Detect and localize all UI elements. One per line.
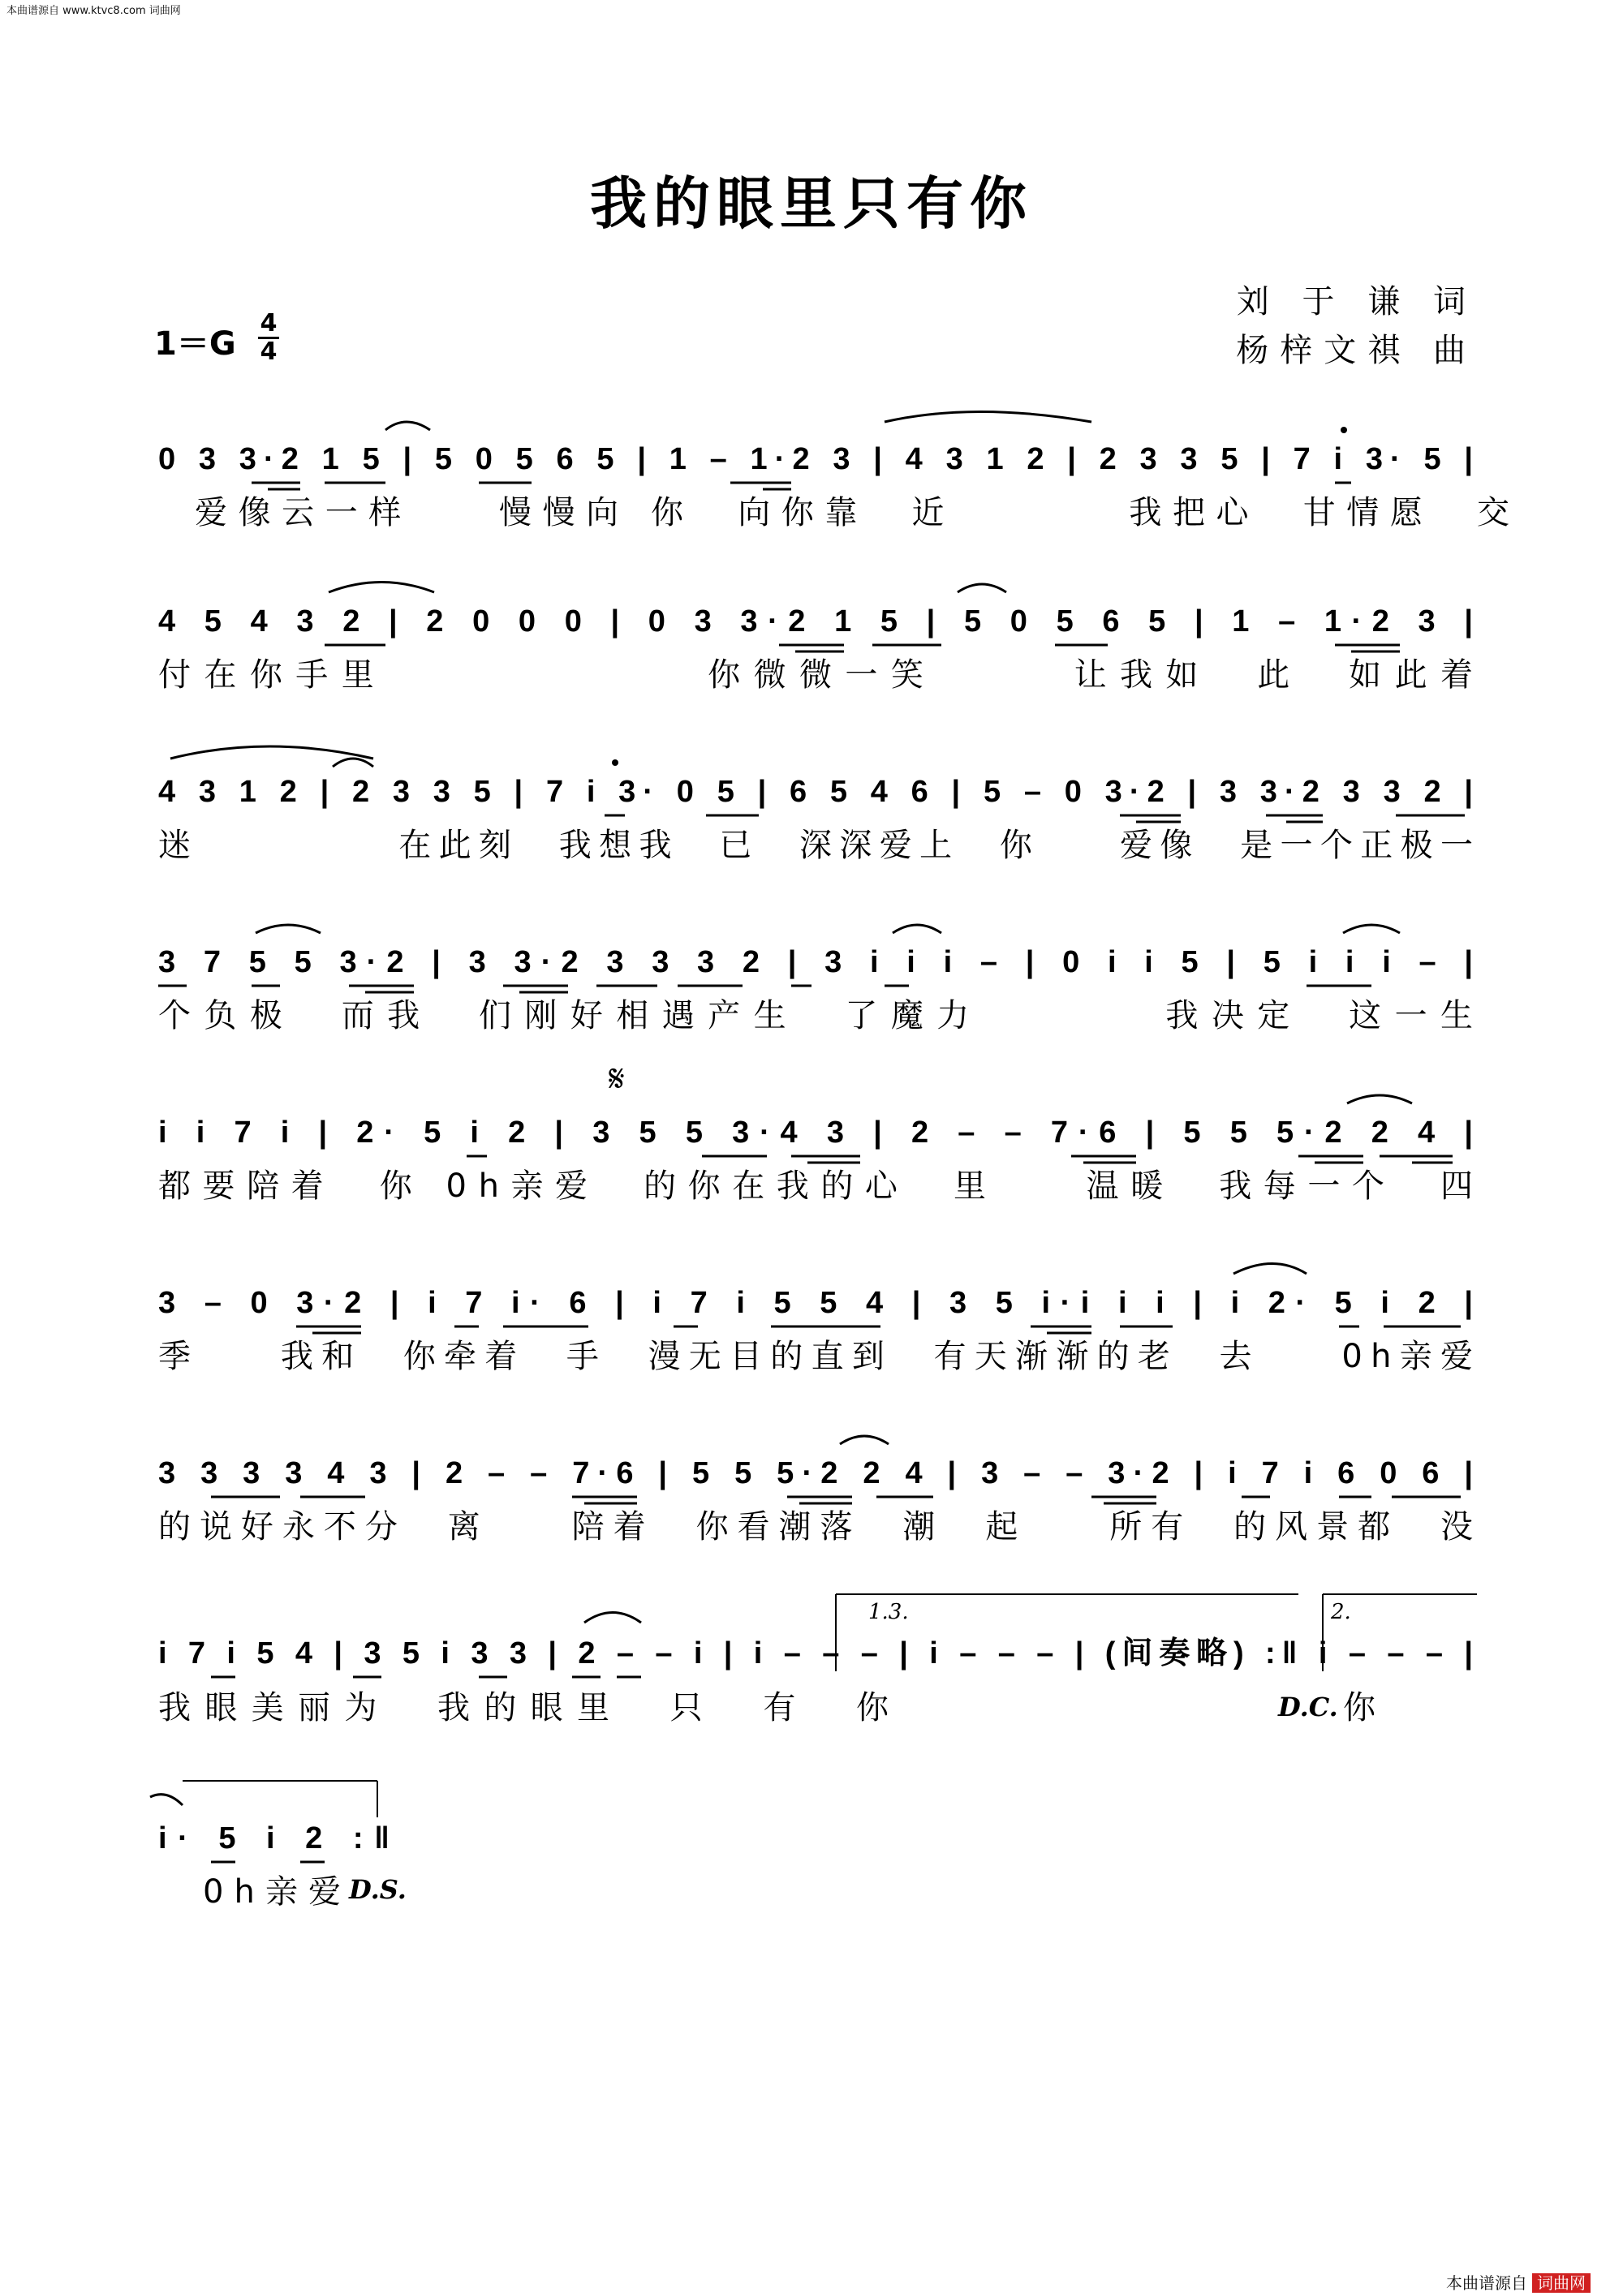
lyrics-row-4: 个负极 而我 们刚好相遇产生 了魔力 我决定 这一生 [158, 997, 1473, 1034]
volta-first-ending: 1.3. [868, 1600, 909, 1624]
notation-row-9: i· 5 i 2 :‖ [158, 1821, 390, 1855]
notation-row-6: 3 – 0 3·2 | i 7 i· 6 | i 7 i 5 5 4 | 3 5 i·i i i | i 2· 5 i 2 | [158, 1286, 1474, 1320]
notation-row-1: 0 3 3·2 1 5 | 5 0 5 6 5 | 1 – 1·2 3 | 4 3 1 2 | 2 3 3 5 | 7 i 3· 5 | [158, 442, 1474, 476]
lyrics-row-2: 付在你手里 你微微一笑 让我如 此 如此着 [158, 656, 1473, 694]
score-row-3 [158, 746, 1473, 864]
footer-brand-logo[interactable]: 词曲网 [1532, 2273, 1591, 2293]
lyrics-row-7: 的说好永不分 离 陪着 你看潮落 潮 起 所有 的风景都 没 [158, 1508, 1473, 1546]
footer-credit [1446, 2270, 1591, 2294]
lyricist-credit: 刘 于 谦 词 [1236, 283, 1477, 320]
notation-row-4: 3 7 5 5 3·2 | 3 3·2 3 3 3 2 | 3 i i i – | 0 i i 5 | 5 i i i – | [158, 945, 1473, 979]
score-row-9 [150, 1781, 407, 1911]
ds-marking: D.S. [349, 1874, 407, 1905]
footer-site-text: 本曲谱源自 [1446, 2273, 1527, 2293]
score-row-6 [158, 1264, 1473, 1376]
lyrics-row-9: 0h亲爱 [203, 1873, 341, 1911]
lyrics-row-3: 迷 在此刻 我想我 已 深深爱上 你 爱像 是一个正极一 [158, 827, 1473, 864]
lyrics-row-8-ending: 你 [1343, 1689, 1375, 1726]
lyrics-row-1: 爱像云一样 慢慢向 你 向你靠 近 我把心 甘情愿 交 [195, 494, 1509, 531]
score-row-8 [158, 1594, 1477, 1726]
notation-row-8: i 7 i 5 4 | 3 5 i 3 3 | 2 – – i | i – – – | i – – – | (间奏略) :‖ i – – – | [158, 1636, 1473, 1670]
volta-second-ending: 2. [1331, 1600, 1351, 1624]
dc-marking: D.C. [1278, 1692, 1338, 1722]
score-row-4 [158, 925, 1473, 1034]
composer-credit: 杨梓文祺 曲 [1236, 332, 1477, 369]
score-row-1 [158, 412, 1509, 532]
score-row-2 [158, 583, 1473, 694]
lyrics-row-8: 我眼美丽为 我的眼里 只 有 你 [158, 1689, 889, 1726]
song-title: 我的眼里只有你 [590, 170, 1033, 237]
notation-row-2: 4 5 4 3 2 | 2 0 0 0 | 0 3 3·2 1 5 | 5 0 5 6 5 | 1 – 1·2 3 | [158, 604, 1474, 638]
score-row-7 [158, 1436, 1473, 1546]
time-denominator: 4 [260, 338, 278, 366]
watermark-header: 本曲谱源自 www.ktvc8.com 词曲网 [6, 5, 181, 17]
time-numerator: 4 [260, 309, 278, 338]
key-signature: 1＝G [154, 325, 236, 363]
notation-row-3: 4 3 1 2 | 2 3 3 5 | 7 i 3· 0 5 | 6 5 4 6 | 5 – 0 3·2 | 3 3·2 3 3 2 | [158, 775, 1474, 809]
notation-row-7: 3 3 3 3 4 3 | 2 – – 7·6 | 5 5 5·2 2 4 | 3 – – 3·2 | i 7 i 6 0 6 | [158, 1456, 1473, 1490]
segno-sign: 𝄋 [609, 1056, 625, 1100]
lyrics-row-6: 季 我和 你牵着 手 漫无目的直到 有天渐渐的老 去 0h亲爱 [158, 1338, 1473, 1375]
notation-row-5: i i 7 i | 2· 5 i 2 | 3 5 5 3·4 3 | 2 – – 7·6 | 5 5 5·2 2 4 | [158, 1116, 1473, 1150]
score-row-5 [158, 1056, 1473, 1205]
lyrics-row-5: 都要陪着 你 0h亲爱 的你在我的心 里 温暖 我每一个 四 [158, 1167, 1473, 1205]
